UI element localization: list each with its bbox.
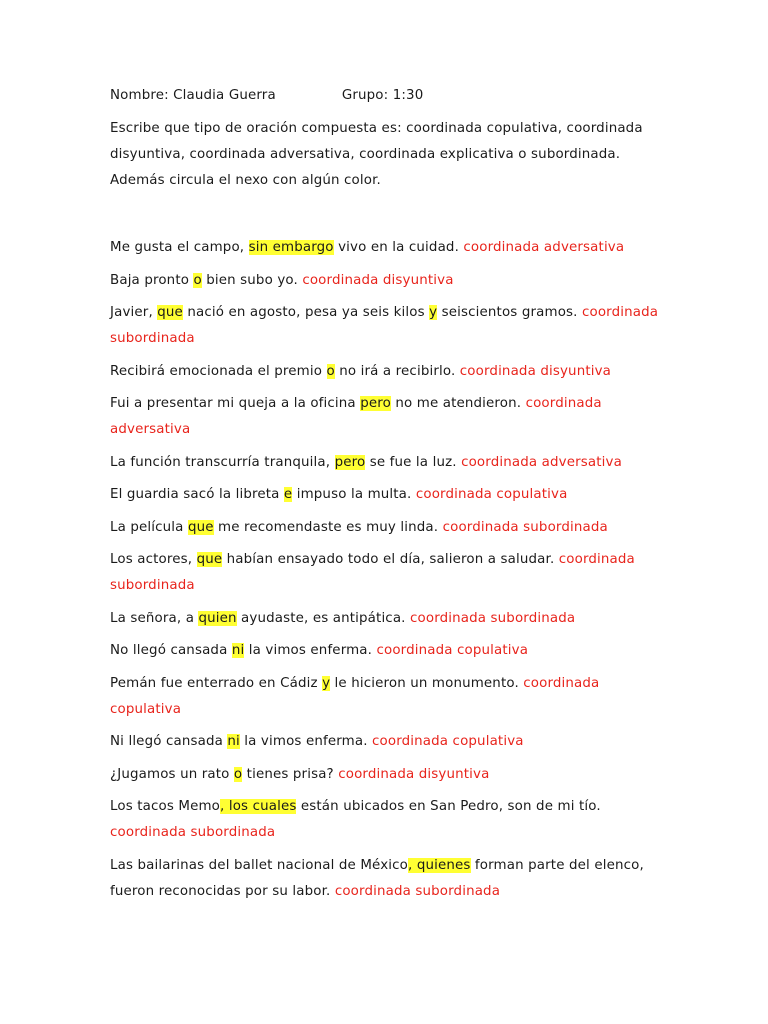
answer-label: coordinada disyuntiva [338, 766, 490, 782]
sentence-item: Pemán fue enterrado en Cádiz y le hicieron un monumento. coordinada copulativa [110, 675, 600, 717]
sentence-item: Los tacos Memo, los cuales están ubicados en San Pedro, son de mi tío. coordinada subordinada [110, 799, 601, 840]
nexo-highlight: pero [334, 454, 366, 470]
answer-label: coordinada disyuntiva [459, 363, 612, 379]
sentence-item: ¿Jugamos un rato o tienes prisa? coordinada disyuntiva [110, 766, 490, 782]
sentence-item: Los actores, que habían ensayado todo el día, salieron a saludar. coordinada subordinada [110, 552, 635, 593]
nexo-highlight: que [196, 552, 223, 567]
document-page [110, 84, 670, 911]
nexo-highlight: o [193, 272, 202, 288]
answer-label: coordinada copulativa [415, 487, 568, 502]
answer-label: coordinada disyuntiva [302, 272, 454, 288]
sentence-item: La función transcurría tranquila, pero se fue la luz. coordinada adversativa [110, 454, 622, 470]
nexo-highlight: y [322, 675, 331, 691]
nexo-highlight: o [326, 363, 335, 379]
nexo-highlight: pero [360, 396, 391, 411]
answer-label: coordinada copulativa [376, 643, 529, 658]
answer-label: coordinada adversativa [110, 396, 602, 437]
sentence-item: Las bailarinas del ballet nacional de México, quienes forman parte del elenco, fueron reconocidas por su labor. coordinada subordinada [110, 857, 644, 899]
answer-label: coordinada copulativa [372, 734, 524, 749]
nexo-highlight: y [429, 305, 438, 320]
sentence-item: Ni llegó cansada ni la vimos enferma. coordinada copulativa [110, 734, 524, 749]
answer-label: coordinada copulativa [110, 675, 600, 717]
sentence-item: La señora, a quien ayudaste, es antipática. coordinada subordinada [110, 610, 576, 626]
answer-label: coordinada subordinada [110, 305, 659, 346]
answer-label: coordinada subordinada [410, 610, 576, 626]
nexo-highlight: sin embargo [248, 240, 334, 255]
nexo-highlight: , quienes [408, 857, 471, 873]
nexo-highlight: e [283, 487, 293, 502]
header-line [110, 84, 670, 108]
student-name: Nombre: Claudia Guerra [110, 88, 276, 103]
sentence-list [110, 235, 670, 905]
sentence-item: No llegó cansada ni la vimos enferma. coordinada copulativa [110, 643, 529, 658]
nexo-highlight: que [187, 519, 214, 535]
nexo-highlight: que [157, 305, 183, 320]
student-group: Grupo: 1:30 [341, 88, 424, 103]
nexo-highlight: quien [198, 610, 237, 626]
answer-label: coordinada subordinada [110, 825, 276, 840]
answer-label: coordinada subordinada [334, 883, 501, 899]
sentence-item: Me gusta el campo, sin embargo vivo en la cuidad. coordinada adversativa [110, 240, 625, 255]
answer-label: coordinada adversativa [463, 240, 625, 255]
nexo-highlight: ni [227, 734, 240, 749]
nexo-highlight: ni [231, 643, 245, 658]
sentence-item: El guardia sacó la libreta e impuso la multa. coordinada copulativa [110, 487, 568, 502]
answer-label: coordinada adversativa [461, 454, 622, 470]
nexo-highlight: o [233, 766, 243, 782]
nexo-highlight: , los cuales [220, 799, 297, 814]
sentence-item: Fui a presentar mi queja a la oficina pero no me atendieron. coordinada adversativa [110, 396, 602, 437]
sentence-item: La película que me recomendaste es muy linda. coordinada subordinada [110, 519, 608, 535]
sentence-item: Baja pronto o bien subo yo. coordinada disyuntiva [110, 272, 454, 288]
sentence-item: Recibirá emocionada el premio o no irá a recibirlo. coordinada disyuntiva [110, 363, 612, 379]
sentence-item: Javier, que nació en agosto, pesa ya seis kilos y seiscientos gramos. coordinada subordinada [110, 305, 659, 346]
instructions: Escribe que tipo de oración compuesta es: coordinada copulativa, coordinada disyuntiva, coordinada adversativa, coordinada explicativa o subordinada. Además circula el nexo con algún color. [110, 121, 643, 188]
answer-label: coordinada subordinada [442, 519, 608, 535]
answer-label: coordinada subordinada [110, 552, 635, 593]
